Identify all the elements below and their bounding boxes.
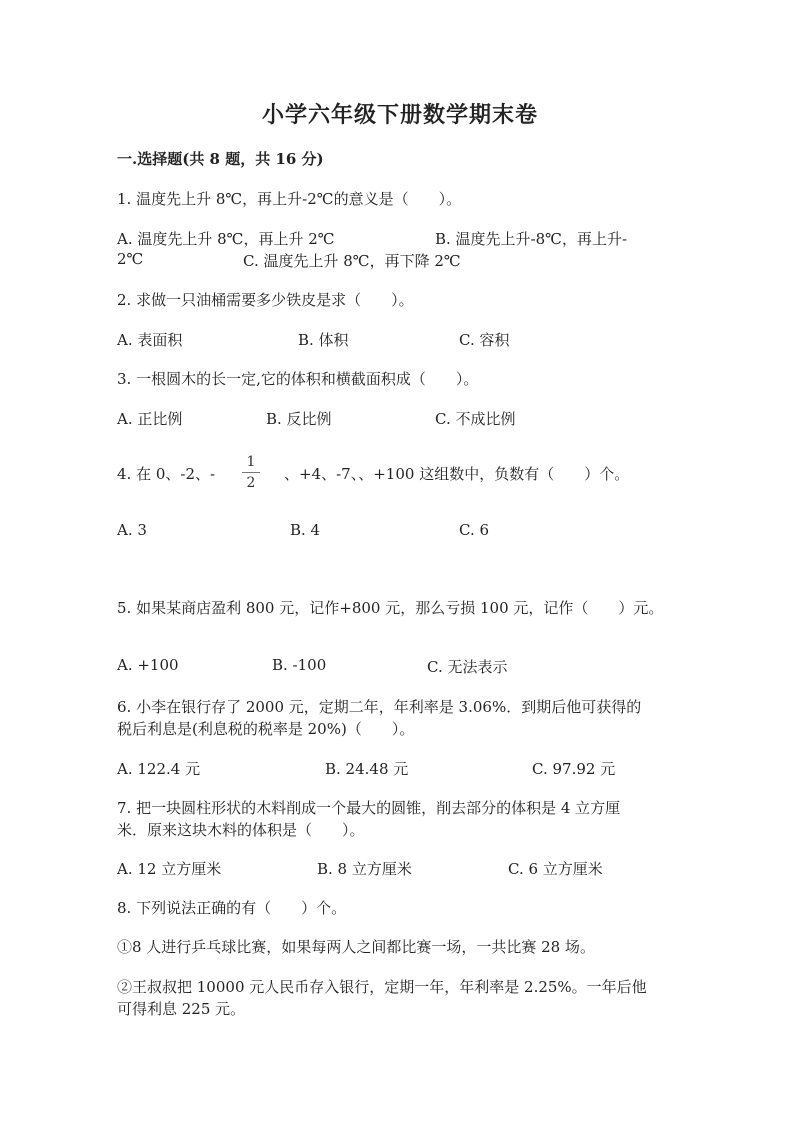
fraction-denominator: 2 bbox=[246, 475, 256, 491]
question-7-option-c: C. 6 立方厘米 bbox=[508, 860, 603, 878]
question-1-option-c: C. 温度先上升 8℃，再下降 2℃ bbox=[243, 252, 461, 270]
question-1-option-a: A. 温度先上升 8℃，再上升 2℃ bbox=[117, 230, 335, 248]
question-3-stem: 3. 一根圆木的长一定,它的体积和横截面积成（ ）。 bbox=[117, 370, 479, 388]
fraction-numerator: 1 bbox=[246, 454, 256, 470]
question-2-option-a: A. 表面积 bbox=[117, 331, 183, 349]
question-3-option-a: A. 正比例 bbox=[117, 410, 183, 428]
question-4-stem-left: 4. 在 0、-2、- bbox=[117, 465, 216, 483]
section-heading: 一.选择题(共 8 题，共 16 分) bbox=[117, 150, 324, 168]
question-2-option-b: B. 体积 bbox=[298, 331, 349, 349]
question-4-option-b: B. 4 bbox=[290, 521, 321, 539]
question-5-option-a: A. +100 bbox=[117, 656, 179, 674]
question-6-option-a: A. 122.4 元 bbox=[117, 760, 201, 778]
question-8-statement-1: ①8 人进行乒乓球比赛，如果每两人之间都比赛一场，一共比赛 28 场。 bbox=[117, 938, 595, 956]
question-8-statement-2-line-2: 可得利息 225 元。 bbox=[117, 1000, 246, 1018]
question-8-stem: 8. 下列说法正确的有（ ）个。 bbox=[117, 899, 347, 917]
question-1-stem: 1. 温度先上升 8℃，再上升-2℃的意义是（ ）。 bbox=[117, 190, 462, 208]
question-2-option-c: C. 容积 bbox=[459, 331, 510, 349]
page-title: 小学六年级下册数学期末卷 bbox=[261, 102, 538, 128]
question-1-option-b-continued: 2℃ bbox=[117, 250, 144, 268]
question-6-stem-line-2: 税后利息是(利息税的税率是 20%)（ ）。 bbox=[117, 720, 415, 738]
question-3-option-b: B. 反比例 bbox=[266, 410, 332, 428]
question-6-option-c: C. 97.92 元 bbox=[532, 760, 616, 778]
question-4-option-a: A. 3 bbox=[117, 521, 147, 539]
question-4-stem-right: 、+4、-7、、+100 这组数中，负数有（ ）个。 bbox=[284, 465, 630, 483]
question-7-option-a: A. 12 立方厘米 bbox=[117, 860, 222, 878]
fraction-one-half bbox=[240, 453, 262, 492]
question-7-option-b: B. 8 立方厘米 bbox=[317, 860, 412, 878]
question-5-stem: 5. 如果某商店盈利 800 元，记作+800 元，那么亏损 100 元，记作（ ）元。 bbox=[117, 599, 664, 617]
question-3-option-c: C. 不成比例 bbox=[435, 410, 516, 428]
question-7-stem-line-2: 米．原来这块木料的体积是（ ）。 bbox=[117, 821, 365, 839]
question-4-option-c: C. 6 bbox=[459, 521, 490, 539]
question-6-option-b: B. 24.48 元 bbox=[325, 760, 409, 778]
question-5-option-b: B. -100 bbox=[272, 656, 327, 674]
question-6-stem-line-1: 6. 小李在银行存了 2000 元，定期二年，年利率是 3.06%．到期后他可获得的 bbox=[117, 698, 642, 716]
fraction-bar bbox=[242, 472, 260, 473]
question-5-option-c: C. 无法表示 bbox=[427, 658, 508, 676]
question-1-option-b: B. 温度先上升-8℃，再上升- bbox=[435, 230, 628, 248]
question-8-statement-2-line-1: ②王叔叔把 10000 元人民币存入银行，定期一年，年利率是 2.25%。一年后他 bbox=[117, 978, 647, 996]
question-7-stem-line-1: 7. 把一块圆柱形状的木料削成一个最大的圆锥，削去部分的体积是 4 立方厘 bbox=[117, 799, 621, 817]
question-2-stem: 2. 求做一只油桶需要多少铁皮是求（ ）。 bbox=[117, 291, 414, 309]
